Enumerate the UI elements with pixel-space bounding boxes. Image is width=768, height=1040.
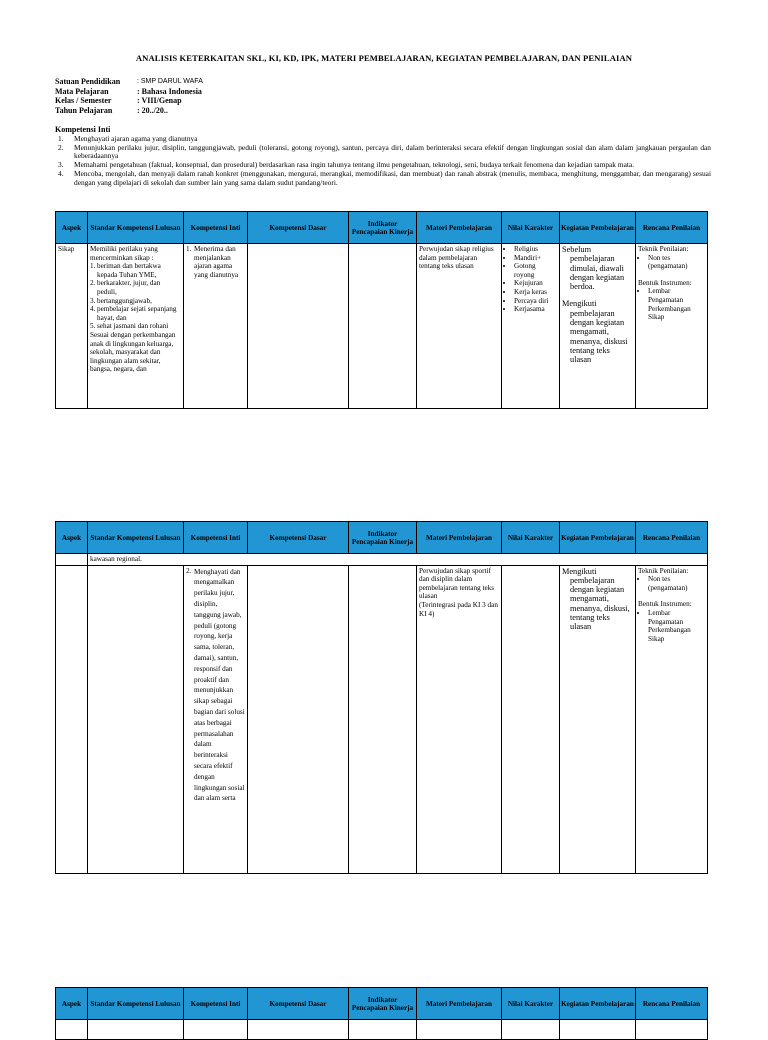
list-number: 3. (90, 296, 96, 305)
list-item: • Lembar Pengamatan Perkembangan Sikap (648, 609, 705, 643)
list-number: 2. (58, 142, 64, 152)
header-kegiatan: Kegiatan Pembelajaran (560, 522, 636, 554)
list-item (55, 170, 711, 188)
cell-nilai (502, 1020, 560, 1040)
list-text: berkarakter, jujur, dan peduli, (97, 279, 161, 296)
list-text: bertanggungjawab, (97, 296, 152, 305)
skl-tail: Sesuai dengan perkembangan anak di lingkungan keluarga, sekolah, masyarakat dan lingkungan alam sekitar, bangsa, negara, dan (90, 330, 176, 374)
meta-row-subject (55, 87, 203, 97)
header-aspek: Aspek (56, 988, 88, 1020)
cell-kegiatan (560, 1020, 636, 1040)
meta-label: Satuan Pendidikan (55, 77, 121, 86)
list-item (90, 322, 181, 331)
list-text: Memahami pengetahuan (faktual, konseptual, dan prosedural) berdasarkan rasa ingin tahunya tentang ilmu pengetahuan, teknologi, seni, budaya terkait fenomena dan kejadian tampak mata. (74, 160, 635, 170)
list-text: sehat jasmani dan rohani (97, 322, 169, 331)
header-penilaian: Rencana Penilaian (636, 988, 708, 1020)
meta-row-class (55, 96, 203, 106)
table-row (56, 1020, 708, 1040)
header-aspek: Aspek (56, 212, 88, 244)
cell-aspek (56, 1020, 88, 1040)
list-item: • Kejujuran (514, 279, 557, 288)
meta-label: Tahun Pelajaran (55, 105, 113, 115)
meta-row-school (55, 77, 203, 87)
cell-kd (248, 1020, 349, 1040)
penilaian-teknik-label: Teknik Penilaian: (638, 245, 689, 253)
header-skl: Standar Kompetensi Lulusan (88, 988, 184, 1020)
cell-materi (417, 565, 502, 873)
list-item: • Kerjasama (514, 305, 557, 314)
table-header-row (56, 212, 708, 244)
kompetensi-inti-section (55, 126, 711, 188)
list-item (90, 262, 181, 279)
ki-text: Menghayati dan mengamalkan perilaku jujur, disiplin, tanggung jawab, peduli (gotong royong, kerja sama, toleran, damai), santun, responsif dan proaktif dan menunjukkan sikap sebagai bagian dari solusi atas berbagai permasalahan dalam berinteraksi secara efektif dengan lingkungan sosial dan alam serta (194, 567, 245, 803)
list-item: • Non tes (pengamatan) (648, 575, 705, 592)
ki-list (55, 135, 711, 188)
analysis-table-2 (55, 521, 708, 874)
list-text: Mencoba, mengolah, dan menyaji dalam ranah konkret (menggunakan, mengurai, merangkai, memodifikasi, dan membuat) dan ranah abstrak (menulis, membaca, menghitung, menggambar, dan mengarang) sesuai dengan yang dipelajari di sekolah dan sumber lain yang sama dalam sudut pandang/teori. (74, 168, 711, 187)
document-meta (55, 77, 203, 115)
analysis-table-1 (55, 211, 708, 409)
list-text: Menunjukkan perilaku jujur, disiplin, tanggungjawab, peduli (toleransi, gotong royong), santun, percaya diri, dalam berinteraksi secara efektif dengan lingkungan sosial dan alam dalam jangkauan pergaulan dan keberadaannya (74, 142, 711, 161)
header-ipk: Indikator Pencapaian Kinerja (349, 212, 417, 244)
cell-ki (184, 1020, 248, 1040)
list-item (90, 279, 181, 296)
list-number: 1. (90, 262, 96, 271)
cell-penilaian (636, 244, 708, 409)
meta-label: Mata Pelajaran (55, 86, 109, 96)
list-item: • Mandiri+ (514, 254, 557, 263)
list-number: 2. (186, 566, 192, 575)
list-item (90, 297, 181, 306)
header-kd: Kompetensi Dasar (248, 988, 349, 1020)
cell-ki (184, 244, 248, 409)
header-ki: Kompetensi Inti (184, 522, 248, 554)
cell-materi (417, 1020, 502, 1040)
meta-value: : VIII/Genap (137, 96, 182, 105)
header-materi: Materi Pembelajaran (417, 988, 502, 1020)
cell-ipk (349, 1020, 417, 1040)
penilaian-bentuk-label: Bentuk Instrumen: (638, 278, 692, 287)
header-kegiatan: Kegiatan Pembelajaran (560, 212, 636, 244)
header-nilai: Nilai Karakter (502, 522, 560, 554)
cell-materi: Perwujudan sikap religius dalam pembelajaran tentang teks ulasan (417, 244, 502, 409)
skl-list (90, 262, 181, 331)
header-skl: Standar Kompetensi Lulusan (88, 522, 184, 554)
cell-ki (184, 565, 248, 873)
penilaian-teknik-list (638, 575, 705, 592)
table-row (56, 244, 708, 409)
table-header-row (56, 522, 708, 554)
kegiatan-first-word: Sebelum (562, 245, 592, 254)
header-nilai: Nilai Karakter (502, 212, 560, 244)
cell-skl (88, 565, 184, 873)
cell-penilaian (636, 565, 708, 873)
penilaian-teknik-label: Teknik Penilaian: (638, 566, 689, 575)
meta-value: : 20../20.. (137, 105, 168, 115)
document-title: ANALISIS KETERKAITAN SKL, KI, KD, IPK, MATERI PEMBELAJARAN, KEGIATAN PEMBELAJARAN, DAN PENILAIAN (135, 53, 633, 63)
cell-skl-continued: kawasan regional. (88, 554, 708, 566)
cell-skl (88, 244, 184, 409)
cell-penilaian (636, 1020, 708, 1040)
table-header-row (56, 988, 708, 1020)
section-heading: Kompetensi Inti (55, 125, 111, 134)
header-kd: Kompetensi Dasar (248, 522, 349, 554)
list-number: 4. (90, 305, 96, 314)
meta-value: : Bahasa Indonesia (137, 86, 202, 96)
header-penilaian: Rencana Penilaian (636, 522, 708, 554)
cell-aspek (56, 554, 88, 566)
meta-value: : SMP DARUL WAFA (137, 78, 203, 85)
nilai-list (504, 245, 557, 314)
list-number: 5. (90, 322, 96, 331)
list-item: • Lembar Pengamatan Perkembangan Sikap (648, 287, 705, 321)
list-item: • Religius (514, 245, 557, 254)
meta-label: Kelas / Semester (55, 96, 112, 105)
penilaian-bentuk-label: Bentuk Instrumen: (638, 600, 692, 609)
kegiatan-first-word: Mengikuti (562, 566, 597, 576)
list-item: • Kerja keras (514, 288, 557, 297)
list-number: 1. (186, 245, 192, 253)
list-item: • Percaya diri (514, 297, 557, 306)
cell-kegiatan (560, 565, 636, 873)
penilaian-bentuk-list (638, 609, 705, 643)
skl-intro: Memiliki perilaku yang mencerminkan sikap : (90, 245, 158, 262)
cell-kd (248, 244, 349, 409)
header-ipk: Indikator Pencapaian Kinerja (349, 522, 417, 554)
ki-entry (186, 245, 245, 279)
list-text: beriman dan bertakwa kepada Tuhan YME, (97, 262, 161, 279)
materi-note: (Terintegrasi pada KI 3 dan KI 4) (419, 600, 498, 618)
header-kegiatan: Kegiatan Pembelajaran (560, 988, 636, 1020)
header-penilaian: Rencana Penilaian (636, 212, 708, 244)
kegiatan-text: pembelajaran dengan kegiatan mengamati, menanya, diskusi, tentang teks ulasan (570, 575, 630, 632)
cell-ipk (349, 565, 417, 873)
table-row (56, 554, 708, 566)
ki-entry (186, 567, 245, 805)
header-ki: Kompetensi Inti (184, 988, 248, 1020)
ki-text: Menerima dan menjalankan ajaran agama yang dianutnya (194, 245, 239, 279)
list-item: • Gotong royong (514, 262, 557, 279)
list-item (90, 305, 181, 322)
kegiatan-first-word: Mengikuti (562, 299, 597, 309)
cell-nilai (502, 565, 560, 873)
cell-aspek (56, 565, 88, 873)
analysis-table-3 (55, 987, 708, 1040)
header-ipk: Indikator Pencapaian Kinerja (349, 988, 417, 1020)
header-kd: Kompetensi Dasar (248, 212, 349, 244)
header-materi: Materi Pembelajaran (417, 212, 502, 244)
list-number: 4. (58, 168, 64, 178)
penilaian-teknik-list (638, 254, 705, 271)
kegiatan-text: pembelajaran dengan kegiatan mengamati, menanya, diskusi tentang teks ulasan (570, 308, 628, 365)
list-item: • Non tes (pengamatan) (648, 254, 705, 271)
cell-nilai (502, 244, 560, 409)
cell-kegiatan (560, 244, 636, 409)
list-number: 3. (58, 160, 64, 170)
cell-skl (88, 1020, 184, 1040)
materi-text: Perwujudan sikap sportif dan disiplin dalam pembelajaran tentang teks ulasan (419, 566, 495, 601)
cell-kd (248, 565, 349, 873)
list-item (55, 144, 711, 162)
list-number: 1. (58, 133, 64, 143)
cell-aspek: Sikap (56, 244, 88, 409)
list-text: Menghayati ajaran agama yang dianutnya (74, 133, 198, 143)
kegiatan-text: pembelajaran dimulai, diawali dengan kegiatan berdoa. (570, 254, 625, 292)
header-aspek: Aspek (56, 522, 88, 554)
list-text: pembelajar sejati sepanjang hayat, dan (97, 305, 177, 322)
table-row (56, 565, 708, 873)
meta-row-year (55, 106, 203, 116)
header-materi: Materi Pembelajaran (417, 522, 502, 554)
header-nilai: Nilai Karakter (502, 988, 560, 1020)
header-ki: Kompetensi Inti (184, 212, 248, 244)
cell-ipk (349, 244, 417, 409)
list-number: 2. (90, 279, 96, 288)
penilaian-bentuk-list (638, 287, 705, 321)
header-skl: Standar Kompetensi Lulusan (88, 212, 184, 244)
